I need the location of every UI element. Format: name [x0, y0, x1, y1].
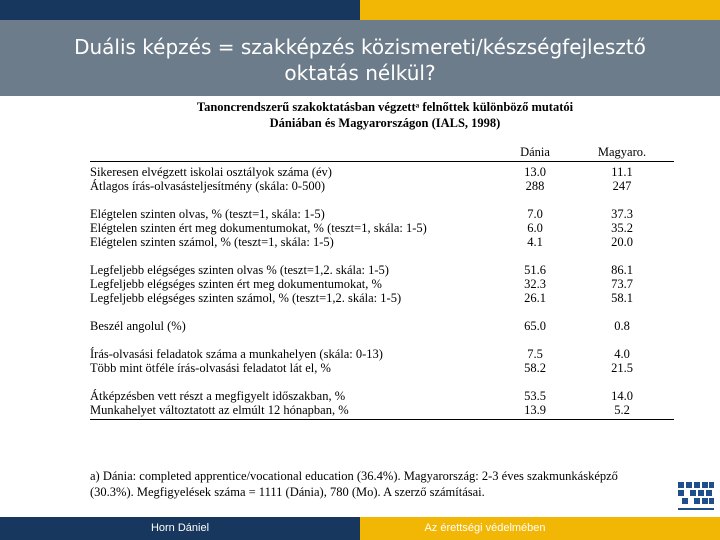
value-denmark: 51.6: [524, 263, 546, 277]
row-label: Beszél angolul (%): [90, 319, 186, 333]
value-denmark: 13.0: [524, 165, 546, 179]
table-row: [90, 389, 674, 403]
spacer-row: [90, 193, 674, 207]
column-header-hungary: Magyaro.: [570, 144, 674, 162]
value-denmark: 4.1: [527, 235, 543, 249]
indicators-table: [90, 144, 674, 420]
slide-title: Duális képzés = szakképzés közismereti/készségfejlesztő oktatás nélkül?: [74, 35, 646, 85]
row-label: Elégtelen szinten számol, % (teszt=1, skála: 1-5): [90, 235, 334, 249]
column-header-denmark: Dánia: [500, 144, 570, 162]
table-row: [90, 263, 674, 277]
table-footnote: a) Dánia: completed apprentice/vocational education (36.4%). Magyarország: 2-3 éves szakmunkásképző (30.3%). Megfigyelések száma = 1111 (Dánia), 780 (Mo). A szerző számításai.: [90, 469, 618, 499]
spacer-row: [90, 305, 674, 319]
row-label: Legfeljebb elégséges szinten olvas % (teszt=1,2. skála: 1-5): [90, 263, 389, 277]
row-label: Sikeresen elvégzett iskolai osztályok száma (év): [90, 165, 332, 179]
table-heading: Tanoncrendszerű szakoktatásban végzettᵃ felnőttek különböző mutatói Dániában és Magyarországon (IALS, 1998): [196, 100, 574, 130]
spacer-row: [90, 249, 674, 263]
row-label: Elégtelen szinten ért meg dokumentumokat, % (teszt=1, skála: 1-5): [90, 221, 427, 235]
table-row: [90, 361, 674, 375]
top-accent-dark: [0, 0, 360, 20]
value-hungary: 11.1: [611, 165, 633, 179]
table-row: [90, 319, 674, 333]
table-row: [90, 277, 674, 291]
row-label: Elégtelen szinten olvas, % (teszt=1, skála: 1-5): [90, 207, 325, 221]
table-row: [90, 347, 674, 361]
spacer-row: [90, 333, 674, 347]
institution-logo-icon: [676, 478, 716, 516]
title-banner: [0, 20, 720, 96]
table-row: [90, 403, 674, 420]
value-denmark: 58.2: [524, 361, 546, 375]
value-hungary: 73.7: [611, 277, 633, 291]
row-label: Munkahelyet változtatott az elmúlt 12 hónapban, %: [90, 403, 500, 420]
value-hungary: 86.1: [611, 263, 633, 277]
value-denmark: 32.3: [524, 277, 546, 291]
value-denmark: 53.5: [524, 389, 546, 403]
row-label: Átlagos írás-olvasásteljesítmény (skála: 0-500): [90, 179, 326, 193]
footer-bar: [0, 517, 720, 540]
value-denmark: 65.0: [524, 319, 546, 333]
value-hungary: 0.8: [614, 319, 630, 333]
table-row: [90, 207, 674, 221]
value-hungary: 247: [612, 179, 632, 193]
value-hungary: 4.0: [614, 347, 630, 361]
value-denmark: 7.0: [527, 207, 543, 221]
table-row: [90, 291, 674, 305]
value-hungary: 58.1: [611, 291, 633, 305]
value-hungary: 14.0: [611, 389, 633, 403]
table-row: [90, 235, 674, 249]
spacer-row: [90, 375, 674, 389]
value-hungary: 21.5: [611, 361, 633, 375]
row-label: Átképzésben vett részt a megfigyelt időszakban, %: [90, 389, 346, 403]
value-denmark: 6.0: [527, 221, 543, 235]
row-label: Írás-olvasási feladatok száma a munkahelyen (skála: 0-13): [90, 347, 383, 361]
value-hungary: 37.3: [611, 207, 633, 221]
value-denmark: 288: [525, 179, 545, 193]
row-label: Több mint ötféle írás-olvasási feladatot lát el, %: [90, 361, 331, 375]
footer-subtitle: Az érettségi védelmében: [360, 517, 720, 540]
header-label-cell: [90, 144, 500, 162]
table-row: [90, 162, 674, 180]
table-row: [90, 221, 674, 235]
row-label: Legfeljebb elégséges szinten számol, % (teszt=1,2. skála: 1-5): [90, 291, 402, 305]
value-denmark: 26.1: [524, 291, 546, 305]
row-label: Legfeljebb elégséges szinten ért meg dokumentumokat, %: [90, 277, 382, 291]
table-row: [90, 179, 674, 193]
top-accent-gold: [360, 0, 720, 20]
value-denmark: 13.9: [500, 403, 570, 420]
value-hungary: 20.0: [611, 235, 633, 249]
table-header-row: [90, 144, 674, 162]
footer-author: Horn Dániel: [0, 517, 360, 540]
value-hungary: 5.2: [570, 403, 674, 420]
top-accent-bar: [0, 0, 720, 20]
value-denmark: 7.5: [527, 347, 543, 361]
value-hungary: 35.2: [611, 221, 633, 235]
